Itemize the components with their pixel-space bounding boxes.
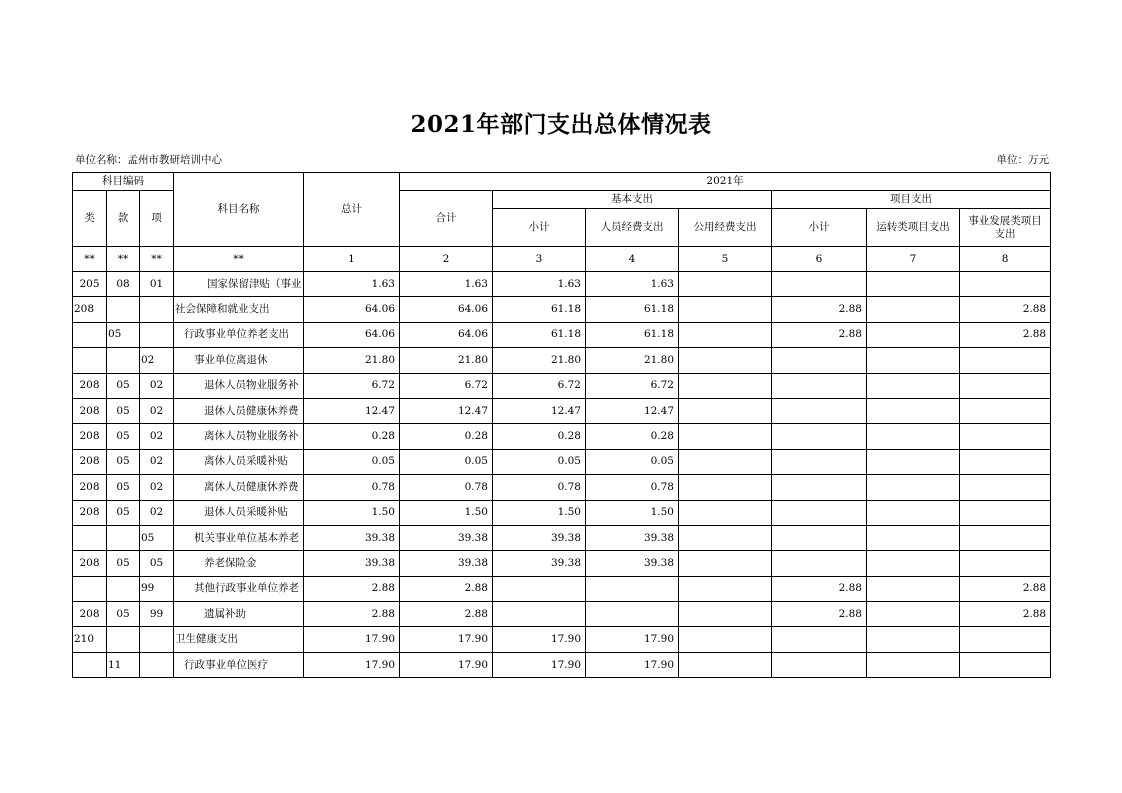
mark-cell: 2 [400, 247, 493, 272]
cell-name: 离休人员健康休养费 [174, 475, 304, 500]
cell-personnel: 0.78 [586, 475, 679, 500]
header-public: 公用经费支出 [679, 209, 772, 247]
cell-name: 机关事业单位基本养老 [174, 525, 304, 550]
cell-xiang: 05 [140, 525, 174, 550]
cell-transfer [867, 602, 960, 627]
cell-kuan: 05 [107, 475, 140, 500]
cell-project-subtotal [772, 424, 867, 449]
mark-cell: 5 [679, 247, 772, 272]
cell-name: 退休人员采暖补贴 [174, 500, 304, 525]
cell-heji: 2.88 [400, 576, 493, 601]
cell-basic-subtotal: 0.78 [493, 475, 586, 500]
cell-development [960, 652, 1051, 677]
cell-lei: 208 [73, 475, 107, 500]
cell-personnel: 61.18 [586, 322, 679, 347]
cell-kuan: 05 [107, 424, 140, 449]
cell-xiang: 05 [140, 551, 174, 576]
cell-kuan: 11 [107, 652, 140, 677]
header-development: 事业发展类项目支出 [960, 209, 1051, 247]
cell-transfer [867, 322, 960, 347]
cell-personnel: 39.38 [586, 525, 679, 550]
cell-basic-subtotal: 17.90 [493, 627, 586, 652]
cell-lei: 208 [73, 424, 107, 449]
mark-cell: ** [107, 247, 140, 272]
cell-total: 39.38 [304, 525, 400, 550]
cell-development: 2.88 [960, 576, 1051, 601]
mark-cell: 6 [772, 247, 867, 272]
table-row [73, 398, 1051, 423]
mark-cell: ** [73, 247, 107, 272]
cell-public [679, 576, 772, 601]
cell-name: 退休人员物业服务补 [174, 373, 304, 398]
cell-basic-subtotal: 1.63 [493, 272, 586, 297]
cell-lei: 208 [73, 551, 107, 576]
table-header [73, 173, 1051, 272]
cell-total: 0.78 [304, 475, 400, 500]
cell-basic-subtotal: 39.38 [493, 525, 586, 550]
cell-personnel: 6.72 [586, 373, 679, 398]
cell-public [679, 500, 772, 525]
cell-project-subtotal [772, 272, 867, 297]
cell-basic-subtotal [493, 576, 586, 601]
cell-public [679, 449, 772, 474]
cell-kuan [107, 525, 140, 550]
mark-cell: 3 [493, 247, 586, 272]
header-lei: 类 [73, 191, 107, 247]
cell-heji: 12.47 [400, 398, 493, 423]
cell-transfer [867, 525, 960, 550]
cell-heji: 17.90 [400, 652, 493, 677]
cell-total: 39.38 [304, 551, 400, 576]
mark-cell: 8 [960, 247, 1051, 272]
table-row [73, 348, 1051, 373]
cell-project-subtotal [772, 500, 867, 525]
cell-personnel: 0.28 [586, 424, 679, 449]
cell-development [960, 525, 1051, 550]
cell-public [679, 373, 772, 398]
cell-basic-subtotal: 21.80 [493, 348, 586, 373]
header-marks-row [73, 247, 1051, 272]
cell-transfer [867, 500, 960, 525]
cell-lei: 208 [73, 500, 107, 525]
cell-heji: 0.05 [400, 449, 493, 474]
cell-development [960, 475, 1051, 500]
header-kuan: 款 [107, 191, 140, 247]
table-row [73, 424, 1051, 449]
cell-public [679, 652, 772, 677]
cell-lei [73, 348, 107, 373]
table-row [73, 652, 1051, 677]
cell-project-subtotal [772, 627, 867, 652]
cell-personnel: 0.05 [586, 449, 679, 474]
cell-heji: 39.38 [400, 525, 493, 550]
cell-personnel: 17.90 [586, 652, 679, 677]
cell-public [679, 525, 772, 550]
cell-transfer [867, 627, 960, 652]
expenditure-table [72, 172, 1051, 678]
cell-total: 1.50 [304, 500, 400, 525]
header-basic: 基本支出 [493, 191, 772, 209]
table-row [73, 475, 1051, 500]
cell-development [960, 449, 1051, 474]
cell-transfer [867, 652, 960, 677]
cell-project-subtotal: 2.88 [772, 602, 867, 627]
cell-transfer [867, 475, 960, 500]
cell-total: 0.28 [304, 424, 400, 449]
cell-development: 2.88 [960, 297, 1051, 322]
cell-kuan: 05 [107, 551, 140, 576]
unit-name-label: 单位名称：孟州市教研培训中心 [75, 154, 222, 166]
header-subject-name: 科目名称 [174, 173, 304, 247]
cell-kuan: 08 [107, 272, 140, 297]
cell-kuan: 05 [107, 373, 140, 398]
cell-public [679, 297, 772, 322]
cell-transfer [867, 272, 960, 297]
cell-public [679, 424, 772, 449]
cell-basic-subtotal: 6.72 [493, 373, 586, 398]
cell-project-subtotal [772, 348, 867, 373]
header-subject-code: 科目编码 [73, 173, 174, 191]
table-row [73, 500, 1051, 525]
cell-personnel: 61.18 [586, 297, 679, 322]
cell-xiang [140, 627, 174, 652]
cell-kuan [107, 348, 140, 373]
cell-total: 17.90 [304, 627, 400, 652]
cell-name: 行政事业单位养老支出 [174, 322, 304, 347]
cell-project-subtotal: 2.88 [772, 297, 867, 322]
cell-heji: 0.28 [400, 424, 493, 449]
cell-name: 养老保险金 [174, 551, 304, 576]
table-row [73, 297, 1051, 322]
cell-personnel: 21.80 [586, 348, 679, 373]
cell-xiang [140, 297, 174, 322]
cell-heji: 39.38 [400, 551, 493, 576]
cell-lei: 210 [73, 627, 107, 652]
cell-lei: 208 [73, 297, 107, 322]
header-project-subtotal: 小计 [772, 209, 867, 247]
cell-development: 2.88 [960, 602, 1051, 627]
cell-project-subtotal [772, 525, 867, 550]
cell-heji: 64.06 [400, 297, 493, 322]
cell-total: 21.80 [304, 348, 400, 373]
table-row [73, 551, 1051, 576]
page-title: 2021年部门支出总体情况表 [410, 111, 712, 138]
cell-development [960, 500, 1051, 525]
cell-heji: 21.80 [400, 348, 493, 373]
cell-public [679, 602, 772, 627]
cell-development [960, 373, 1051, 398]
cell-personnel: 17.90 [586, 627, 679, 652]
cell-xiang: 99 [140, 576, 174, 601]
cell-personnel: 12.47 [586, 398, 679, 423]
cell-lei: 208 [73, 398, 107, 423]
cell-basic-subtotal: 61.18 [493, 322, 586, 347]
cell-development [960, 398, 1051, 423]
cell-total: 2.88 [304, 576, 400, 601]
cell-name: 卫生健康支出 [174, 627, 304, 652]
cell-project-subtotal: 2.88 [772, 576, 867, 601]
cell-transfer [867, 551, 960, 576]
cell-kuan: 05 [107, 602, 140, 627]
cell-personnel: 39.38 [586, 551, 679, 576]
cell-heji: 1.50 [400, 500, 493, 525]
cell-public [679, 322, 772, 347]
cell-total: 1.63 [304, 272, 400, 297]
cell-public [679, 627, 772, 652]
cell-lei [73, 652, 107, 677]
table-row [73, 525, 1051, 550]
cell-xiang: 02 [140, 449, 174, 474]
cell-transfer [867, 348, 960, 373]
cell-transfer [867, 398, 960, 423]
cell-xiang: 02 [140, 373, 174, 398]
table-row [73, 602, 1051, 627]
cell-development [960, 272, 1051, 297]
cell-name: 事业单位离退休 [174, 348, 304, 373]
cell-xiang: 02 [140, 500, 174, 525]
cell-name: 离休人员物业服务补 [174, 424, 304, 449]
cell-basic-subtotal: 0.28 [493, 424, 586, 449]
cell-basic-subtotal: 12.47 [493, 398, 586, 423]
cell-transfer [867, 576, 960, 601]
currency-unit-label: 单位：万元 [996, 154, 1049, 166]
mark-cell: 7 [867, 247, 960, 272]
mark-cell: 1 [304, 247, 400, 272]
cell-basic-subtotal: 61.18 [493, 297, 586, 322]
cell-xiang: 02 [140, 424, 174, 449]
cell-development: 2.88 [960, 322, 1051, 347]
cell-basic-subtotal: 39.38 [493, 551, 586, 576]
cell-project-subtotal [772, 373, 867, 398]
table-body [73, 272, 1051, 678]
cell-xiang: 02 [140, 398, 174, 423]
cell-kuan: 05 [107, 500, 140, 525]
table-row [73, 272, 1051, 297]
cell-basic-subtotal: 17.90 [493, 652, 586, 677]
cell-heji: 2.88 [400, 602, 493, 627]
header-project: 项目支出 [772, 191, 1051, 209]
cell-basic-subtotal [493, 602, 586, 627]
cell-total: 64.06 [304, 322, 400, 347]
cell-total: 64.06 [304, 297, 400, 322]
cell-name: 离休人员采暖补贴 [174, 449, 304, 474]
mark-cell: ** [140, 247, 174, 272]
cell-total: 6.72 [304, 373, 400, 398]
cell-development [960, 424, 1051, 449]
cell-lei [73, 525, 107, 550]
header-xiang: 项 [140, 191, 174, 247]
cell-project-subtotal [772, 652, 867, 677]
mark-cell: ** [174, 247, 304, 272]
cell-project-subtotal [772, 398, 867, 423]
cell-total: 12.47 [304, 398, 400, 423]
cell-name: 其他行政事业单位养老 [174, 576, 304, 601]
table-row [73, 449, 1051, 474]
cell-xiang: 99 [140, 602, 174, 627]
cell-transfer [867, 373, 960, 398]
cell-kuan: 05 [107, 398, 140, 423]
cell-lei [73, 322, 107, 347]
header-basic-subtotal: 小计 [493, 209, 586, 247]
cell-name: 遗属补助 [174, 602, 304, 627]
cell-development [960, 627, 1051, 652]
cell-xiang: 02 [140, 475, 174, 500]
cell-heji: 1.63 [400, 272, 493, 297]
cell-development [960, 348, 1051, 373]
cell-personnel: 1.63 [586, 272, 679, 297]
cell-personnel [586, 576, 679, 601]
cell-lei: 208 [73, 373, 107, 398]
header-personnel: 人员经费支出 [586, 209, 679, 247]
header-transfer: 运转类项目支出 [867, 209, 960, 247]
cell-name: 退休人员健康休养费 [174, 398, 304, 423]
cell-total: 0.05 [304, 449, 400, 474]
cell-public [679, 398, 772, 423]
header-total: 总计 [304, 173, 400, 247]
cell-xiang [140, 652, 174, 677]
cell-lei: 208 [73, 602, 107, 627]
header-year: 2021年 [400, 173, 1051, 191]
cell-kuan: 05 [107, 322, 140, 347]
cell-basic-subtotal: 0.05 [493, 449, 586, 474]
cell-development [960, 551, 1051, 576]
cell-transfer [867, 424, 960, 449]
cell-total: 17.90 [304, 652, 400, 677]
cell-heji: 64.06 [400, 322, 493, 347]
cell-basic-subtotal: 1.50 [493, 500, 586, 525]
cell-personnel [586, 602, 679, 627]
cell-kuan [107, 576, 140, 601]
cell-heji: 6.72 [400, 373, 493, 398]
cell-public [679, 348, 772, 373]
cell-kuan [107, 627, 140, 652]
cell-lei [73, 576, 107, 601]
cell-public [679, 272, 772, 297]
cell-public [679, 475, 772, 500]
table-row [73, 576, 1051, 601]
cell-kuan [107, 297, 140, 322]
cell-name: 国家保留津贴（事业 [174, 272, 304, 297]
cell-kuan: 05 [107, 449, 140, 474]
cell-transfer [867, 449, 960, 474]
cell-transfer [867, 297, 960, 322]
mark-cell: 4 [586, 247, 679, 272]
table-row [73, 627, 1051, 652]
header-heji: 合计 [400, 191, 493, 247]
cell-lei: 208 [73, 449, 107, 474]
cell-xiang [140, 322, 174, 347]
cell-lei: 205 [73, 272, 107, 297]
cell-project-subtotal [772, 449, 867, 474]
cell-heji: 0.78 [400, 475, 493, 500]
cell-xiang: 01 [140, 272, 174, 297]
cell-project-subtotal [772, 551, 867, 576]
table-row [73, 322, 1051, 347]
cell-public [679, 551, 772, 576]
cell-name: 社会保障和就业支出 [174, 297, 304, 322]
cell-heji: 17.90 [400, 627, 493, 652]
cell-name: 行政事业单位医疗 [174, 652, 304, 677]
cell-project-subtotal [772, 475, 867, 500]
cell-total: 2.88 [304, 602, 400, 627]
cell-project-subtotal: 2.88 [772, 322, 867, 347]
cell-xiang: 02 [140, 348, 174, 373]
cell-personnel: 1.50 [586, 500, 679, 525]
table-row [73, 373, 1051, 398]
